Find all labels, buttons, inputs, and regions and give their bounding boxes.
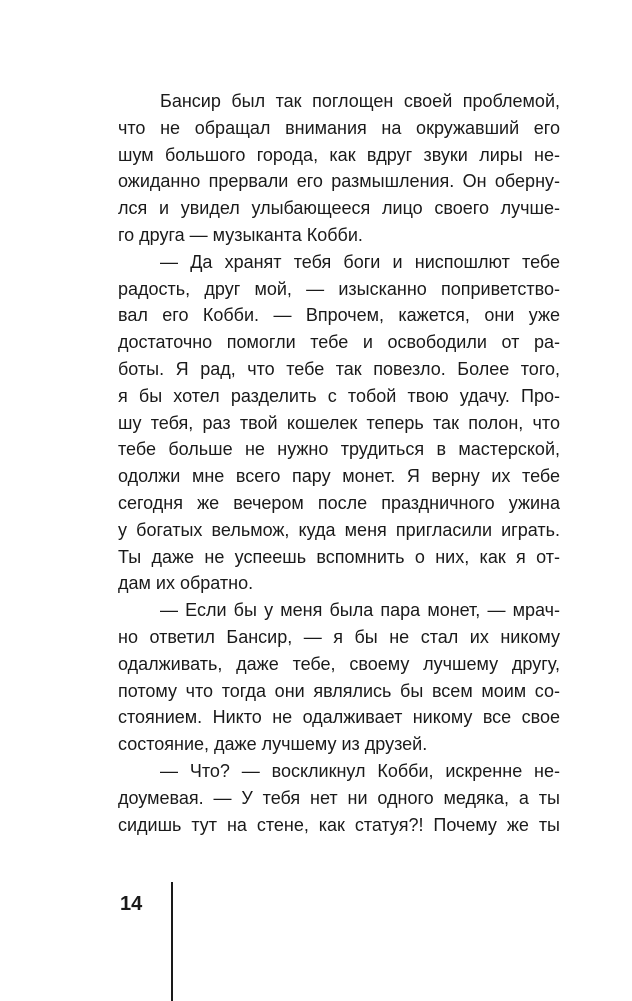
page-number: 14 [120,893,143,915]
text-line: сидишь тут на стене, как статуя?! Почему же ты [118,814,560,835]
paragraph [118,597,560,758]
text-line: но ответил Бансир, — я бы не стал их никому [118,626,560,647]
text-line: одалживать, даже тебе, своему лучшему другу, [118,653,560,674]
text-line: у богатых вельмож, куда меня пригласили играть. [118,519,560,540]
text-line: — Что? — воскликнул Кобби, искренне не- [160,760,560,781]
paragraph [118,88,560,249]
paragraph [118,249,560,597]
text-line: одолжи мне всего пару монет. Я верну их тебе [118,466,560,487]
page-text [118,88,560,838]
text-line: лся и увидел улыбающееся лицо своего лучше- [118,198,560,219]
text-line: боты. Я рад, что тебе так повезло. Более того, [118,358,560,379]
text-line: шум большого города, как вдруг звуки лиры не- [118,144,560,165]
text-line: стоянием. Никто не одалживает никому все свое [118,707,560,728]
text-line: дам их обратно. [118,573,254,594]
text-line: вал его Кобби. — Впрочем, кажется, они уже [118,305,560,326]
text-line: состояние, даже лучшему из друзей. [118,734,428,755]
paragraph [118,758,560,838]
text-line: потому что тогда они являлись бы всем моим со- [118,680,560,701]
text-line: Ты даже не успеешь вспомнить о них, как я от- [118,546,560,567]
text-line: что не обращал внимания на окружавший его [118,117,560,138]
text-line: сегодня же вечером после праздничного ужина [118,492,560,513]
footer-divider [171,882,173,1001]
text-line: — Если бы у меня была пара монет, — мрач- [160,600,560,621]
text-line: доумевая. — У тебя нет ни одного медяка, а ты [118,787,560,808]
text-line: Бансир был так поглощен своей проблемой, [160,91,560,111]
text-line: достаточно помогли тебе и освободили от ра- [118,332,560,353]
text-line: радость, друг мой, — изысканно поприветство- [118,278,560,299]
text-line: го друга — музыканта Кобби. [118,224,363,245]
text-line: тебе больше не нужно трудиться в мастерской, [118,439,560,460]
text-line: я бы хотел разделить с тобой твою удачу. Про- [118,385,560,406]
text-line: — Да хранят тебя боги и ниспошлют тебе [160,251,560,272]
text-line: шу тебя, раз твой кошелек теперь так полон, что [118,412,560,433]
text-line: ожиданно прервали его размышления. Он оберну- [118,171,560,192]
